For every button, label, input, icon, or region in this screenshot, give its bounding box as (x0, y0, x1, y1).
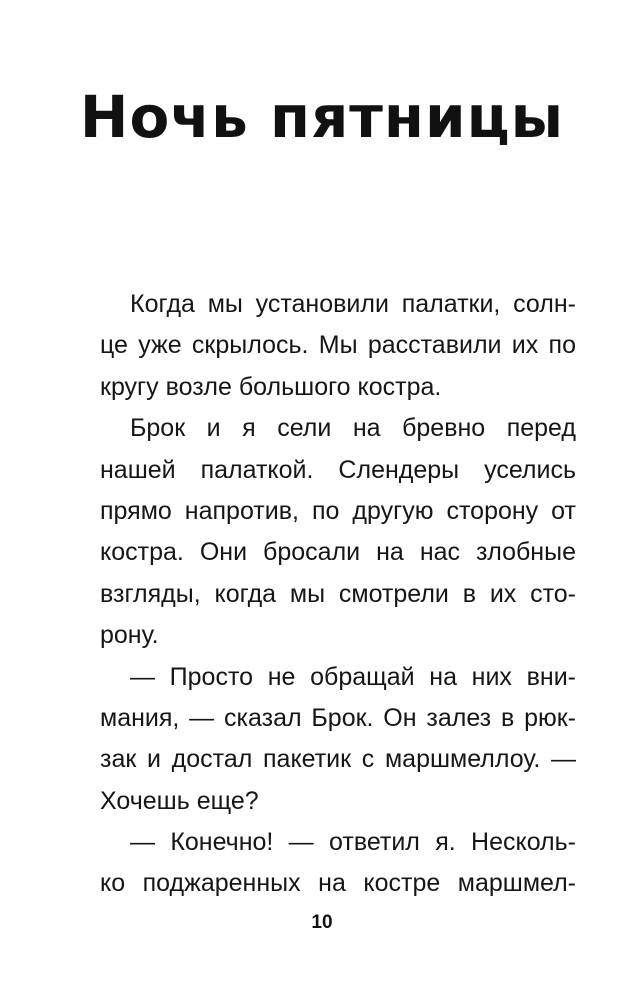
text-line: — Конечно! — ответил я. Несколь- (130, 828, 576, 857)
text-line: прямо напротив, по другую сторону от (100, 496, 576, 525)
body-text (100, 284, 576, 905)
text-line: кругу возле большого костра. (100, 372, 442, 401)
text-line: костра. Они бросали на нас злобные (100, 538, 576, 567)
text-line: рону. (100, 621, 159, 650)
text-line: взгляды, когда мы смотрели в их сто- (100, 579, 576, 608)
text-line: це уже скрылось. Мы расставили их по (100, 331, 576, 360)
text-line: зак и достал пакетик с маршмеллоу. — (100, 745, 576, 774)
page-number: 10 (311, 912, 333, 933)
text-line: ко поджаренных на костре маршмел- (100, 869, 576, 898)
text-line: нашей палаткой. Слендеры уселись (100, 455, 576, 484)
text-line: Брок и я сели на бревно перед (130, 414, 576, 443)
chapter-title: Ночь пятницы (79, 83, 565, 151)
text-line: — Просто не обращай на них вни- (130, 662, 576, 691)
text-line: Когда мы установили палатки, солн- (130, 290, 576, 318)
text-line: мания, — сказал Брок. Он залез в рюк- (100, 703, 576, 732)
text-line: Хочешь еще? (100, 786, 259, 815)
